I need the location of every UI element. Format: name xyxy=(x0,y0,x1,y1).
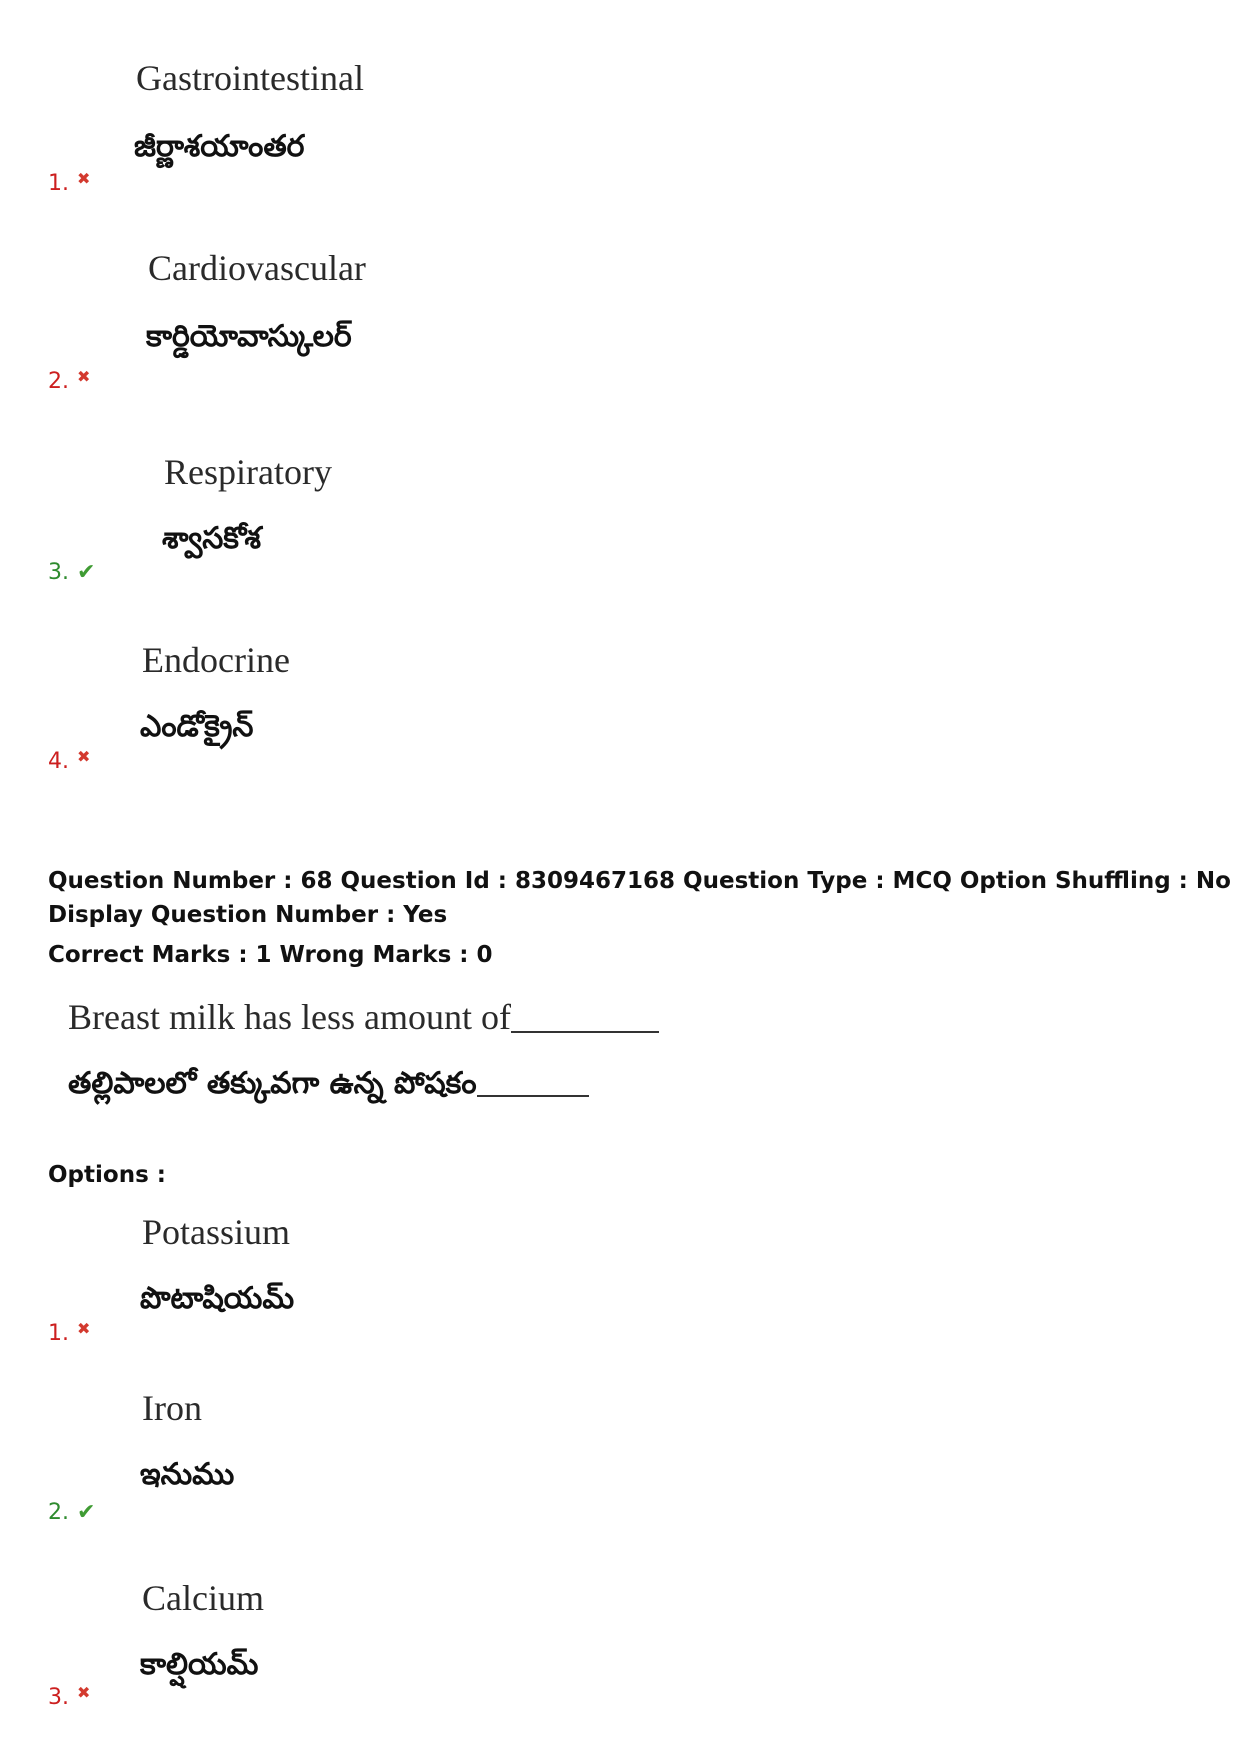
option-2-telugu: ఇనుము xyxy=(140,1457,235,1492)
option-1-english: Gastrointestinal xyxy=(136,58,364,98)
answer-blank xyxy=(511,1031,659,1033)
cross-icon: ✖ xyxy=(77,367,91,386)
option-1-telugu: జీర్ణాశయాంతర xyxy=(134,129,305,164)
option-4-number: 4. ✖ xyxy=(48,744,90,775)
option-2-english: Iron xyxy=(142,1388,202,1428)
option-1-number: 1. ✖ xyxy=(48,166,90,197)
option-3-telugu: కాల్షియమ్ xyxy=(140,1647,259,1682)
option-2-english: Cardiovascular xyxy=(148,248,366,288)
question-text-telugu: తల్లిపాలలో తక్కువగా ఉన్న పోషకం xyxy=(68,1066,589,1108)
cross-icon: ✖ xyxy=(77,169,91,188)
cross-icon: ✖ xyxy=(77,1683,91,1702)
option-3-english: Respiratory xyxy=(164,452,332,492)
option-3-english: Calcium xyxy=(142,1578,264,1618)
question-display-number: Display Question Number : Yes xyxy=(48,902,448,928)
question-meta-line: Question Number : 68 Question Id : 8309467168 Question Type : MCQ Option Shuffling : No xyxy=(48,868,1231,894)
option-4-telugu: ఎండోక్రైన్ xyxy=(140,709,254,744)
cross-icon: ✖ xyxy=(77,1319,91,1338)
check-icon: ✔ xyxy=(77,560,96,585)
option-2-number: 2. ✔ xyxy=(48,1500,96,1525)
check-icon: ✔ xyxy=(77,1500,96,1525)
option-4-english: Endocrine xyxy=(142,640,290,680)
answer-blank xyxy=(477,1095,589,1097)
option-1-english: Potassium xyxy=(142,1212,291,1252)
option-3-number: 3. ✔ xyxy=(48,560,96,585)
option-1-telugu: పొటాషియమ్ xyxy=(140,1281,295,1316)
options-label: Options : xyxy=(48,1162,166,1188)
question-marks: Correct Marks : 1 Wrong Marks : 0 xyxy=(48,942,493,968)
option-3-number: 3. ✖ xyxy=(48,1680,90,1711)
option-1-number: 1. ✖ xyxy=(48,1316,90,1347)
cross-icon: ✖ xyxy=(77,747,91,766)
option-2-telugu: కార్డియోవాస్కులర్ xyxy=(146,319,352,354)
option-2-number: 2. ✖ xyxy=(48,364,90,395)
question-text-english: Breast milk has less amount of xyxy=(68,996,659,1038)
option-3-telugu: శ్వాసకోశ xyxy=(162,521,262,556)
